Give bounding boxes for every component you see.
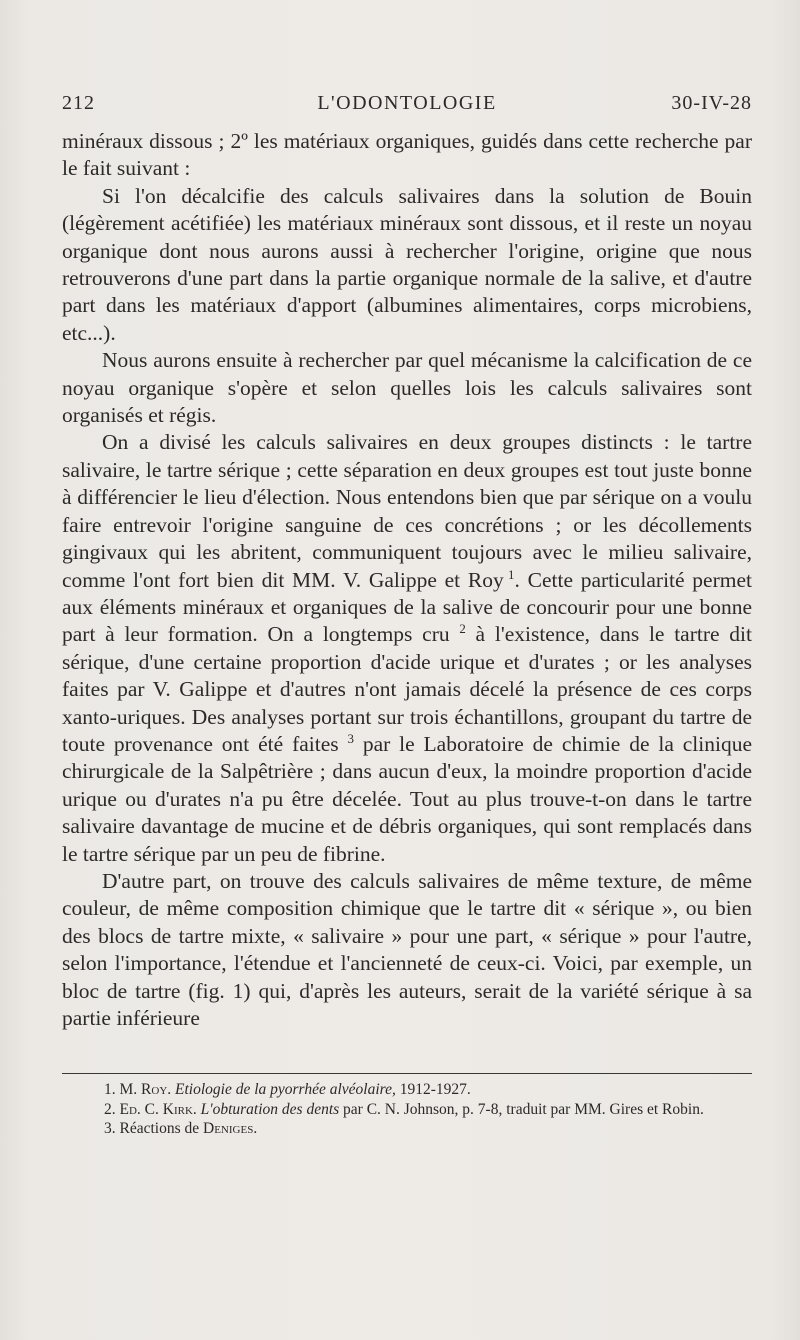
paragraph-4 [62, 429, 752, 868]
footnote-number: 1. [104, 1081, 116, 1098]
footnote-number: 2. [104, 1100, 116, 1118]
footnote-ref-2: 2 [459, 622, 466, 637]
paragraph-1: minéraux dissous ; 2º les matériaux organiques, guidés dans cette recherche par le fait suivant : [62, 129, 752, 181]
footnote-author: Ed. C. Kirk. [119, 1100, 197, 1118]
body-text [62, 128, 752, 1032]
footnote-2 [62, 1100, 752, 1120]
footnote-rest: Deniges. [199, 1120, 258, 1137]
footnote-ref-1: 1 [508, 567, 515, 582]
issue-date: 30-IV-28 [671, 92, 752, 114]
footnote-rest: par C. N. Johnson, p. 7-8, traduit par MM. Gires et Robin. [339, 1100, 704, 1118]
footnotes [62, 1080, 752, 1139]
journal-title: L'ODONTOLOGIE [317, 92, 497, 114]
paragraph-5: D'autre part, on trouve des calculs salivaires de même texture, de même couleur, de même composition chimique que le tartre dit « sérique », ou bien des blocs de tartre mixte, « salivaire » pour une part, « sérique » pour l'autre, selon l'importance, l'étendue et l'ancienneté de ceux-ci. Voici, par exemple, un bloc de tartre (fig. 1) qui, d'après les auteurs, serait de la variété sérique à sa partie inférieure [62, 868, 752, 1030]
paragraph-2: Si l'on décalcifie des calculs salivaires dans la solution de Bouin (légèrement acétifiée) les matériaux minéraux sont dissous, et il reste un noyau organique dont nous aurons aussi à rechercher l'origine, origine que nous retrouverons d'une part dans la partie organique normale de la salive, et d'autre part dans les matériaux d'apport (albumines alimentaires, corps microbiens, etc...). [62, 183, 752, 345]
page-number: 212 [62, 92, 95, 114]
paragraph-4-part-b: . Cette particularité permet aux éléments minéraux et organiques de la salive de concourir pour une bonne part à leur formation. On a longtemps cru [62, 567, 752, 647]
footnote-3 [62, 1119, 752, 1139]
paragraph-4-part-a: On a divisé les calculs salivaires en deux groupes distincts : le tartre salivaire, le tartre sérique ; cette séparation en deux groupes est tout juste bonne à différencier le lieu d'élection. Nous entendons bien que par sérique on a voulu faire entrevoir l'origine sanguine de ces concrétions ; or les décollements gingivaux qui les abritent, communiquent toujours avec le milieu salivaire, comme l'ont fort bien dit MM. V. Galippe et Roy [62, 430, 752, 592]
footnote-author: Réactions de [119, 1120, 200, 1137]
footnote-title: Etiologie de la pyorrhée alvéolaire, [175, 1081, 396, 1098]
footnote-rest: 1912-1927. [395, 1081, 471, 1098]
footnote-ref-3: 3 [347, 731, 354, 746]
footnote-1 [62, 1080, 752, 1100]
running-head [62, 92, 752, 122]
footnote-author: M. Roy. [119, 1081, 172, 1098]
footnote-divider [62, 1073, 752, 1074]
footnote-title: L'obturation des dents [200, 1100, 340, 1118]
paragraph-3: Nous aurons ensuite à rechercher par quel mécanisme la calcification de ce noyau organique s'opère et selon quelles lois les calculs salivaires sont organisés et régis. [62, 348, 752, 428]
paragraph-4-part-c: à l'existence, dans le tartre dit sérique, d'une certaine proportion d'acide urique et d'urates ; or les analyses faites par V. Galippe et d'autres n'ont jamais décelé la présence de ces corps xanto-uriques. Des analyses portant sur trois échantillons, groupant du tartre de toute provenance ont été faites [62, 622, 752, 756]
paragraph-4-part-d: par le Laboratoire de chimie de la clinique chirurgicale de la Salpêtrière ; dans aucun d'eux, la moindre proportion d'acide urique ou d'urates n'a pu être décelée. Tout au plus trouve-t-on dans le tartre salivaire davantage de mucine et de débris organiques, qui sont remplacés dans le tartre sérique par un peu de fibrine. [62, 731, 753, 866]
footnote-number: 3. [104, 1120, 116, 1137]
